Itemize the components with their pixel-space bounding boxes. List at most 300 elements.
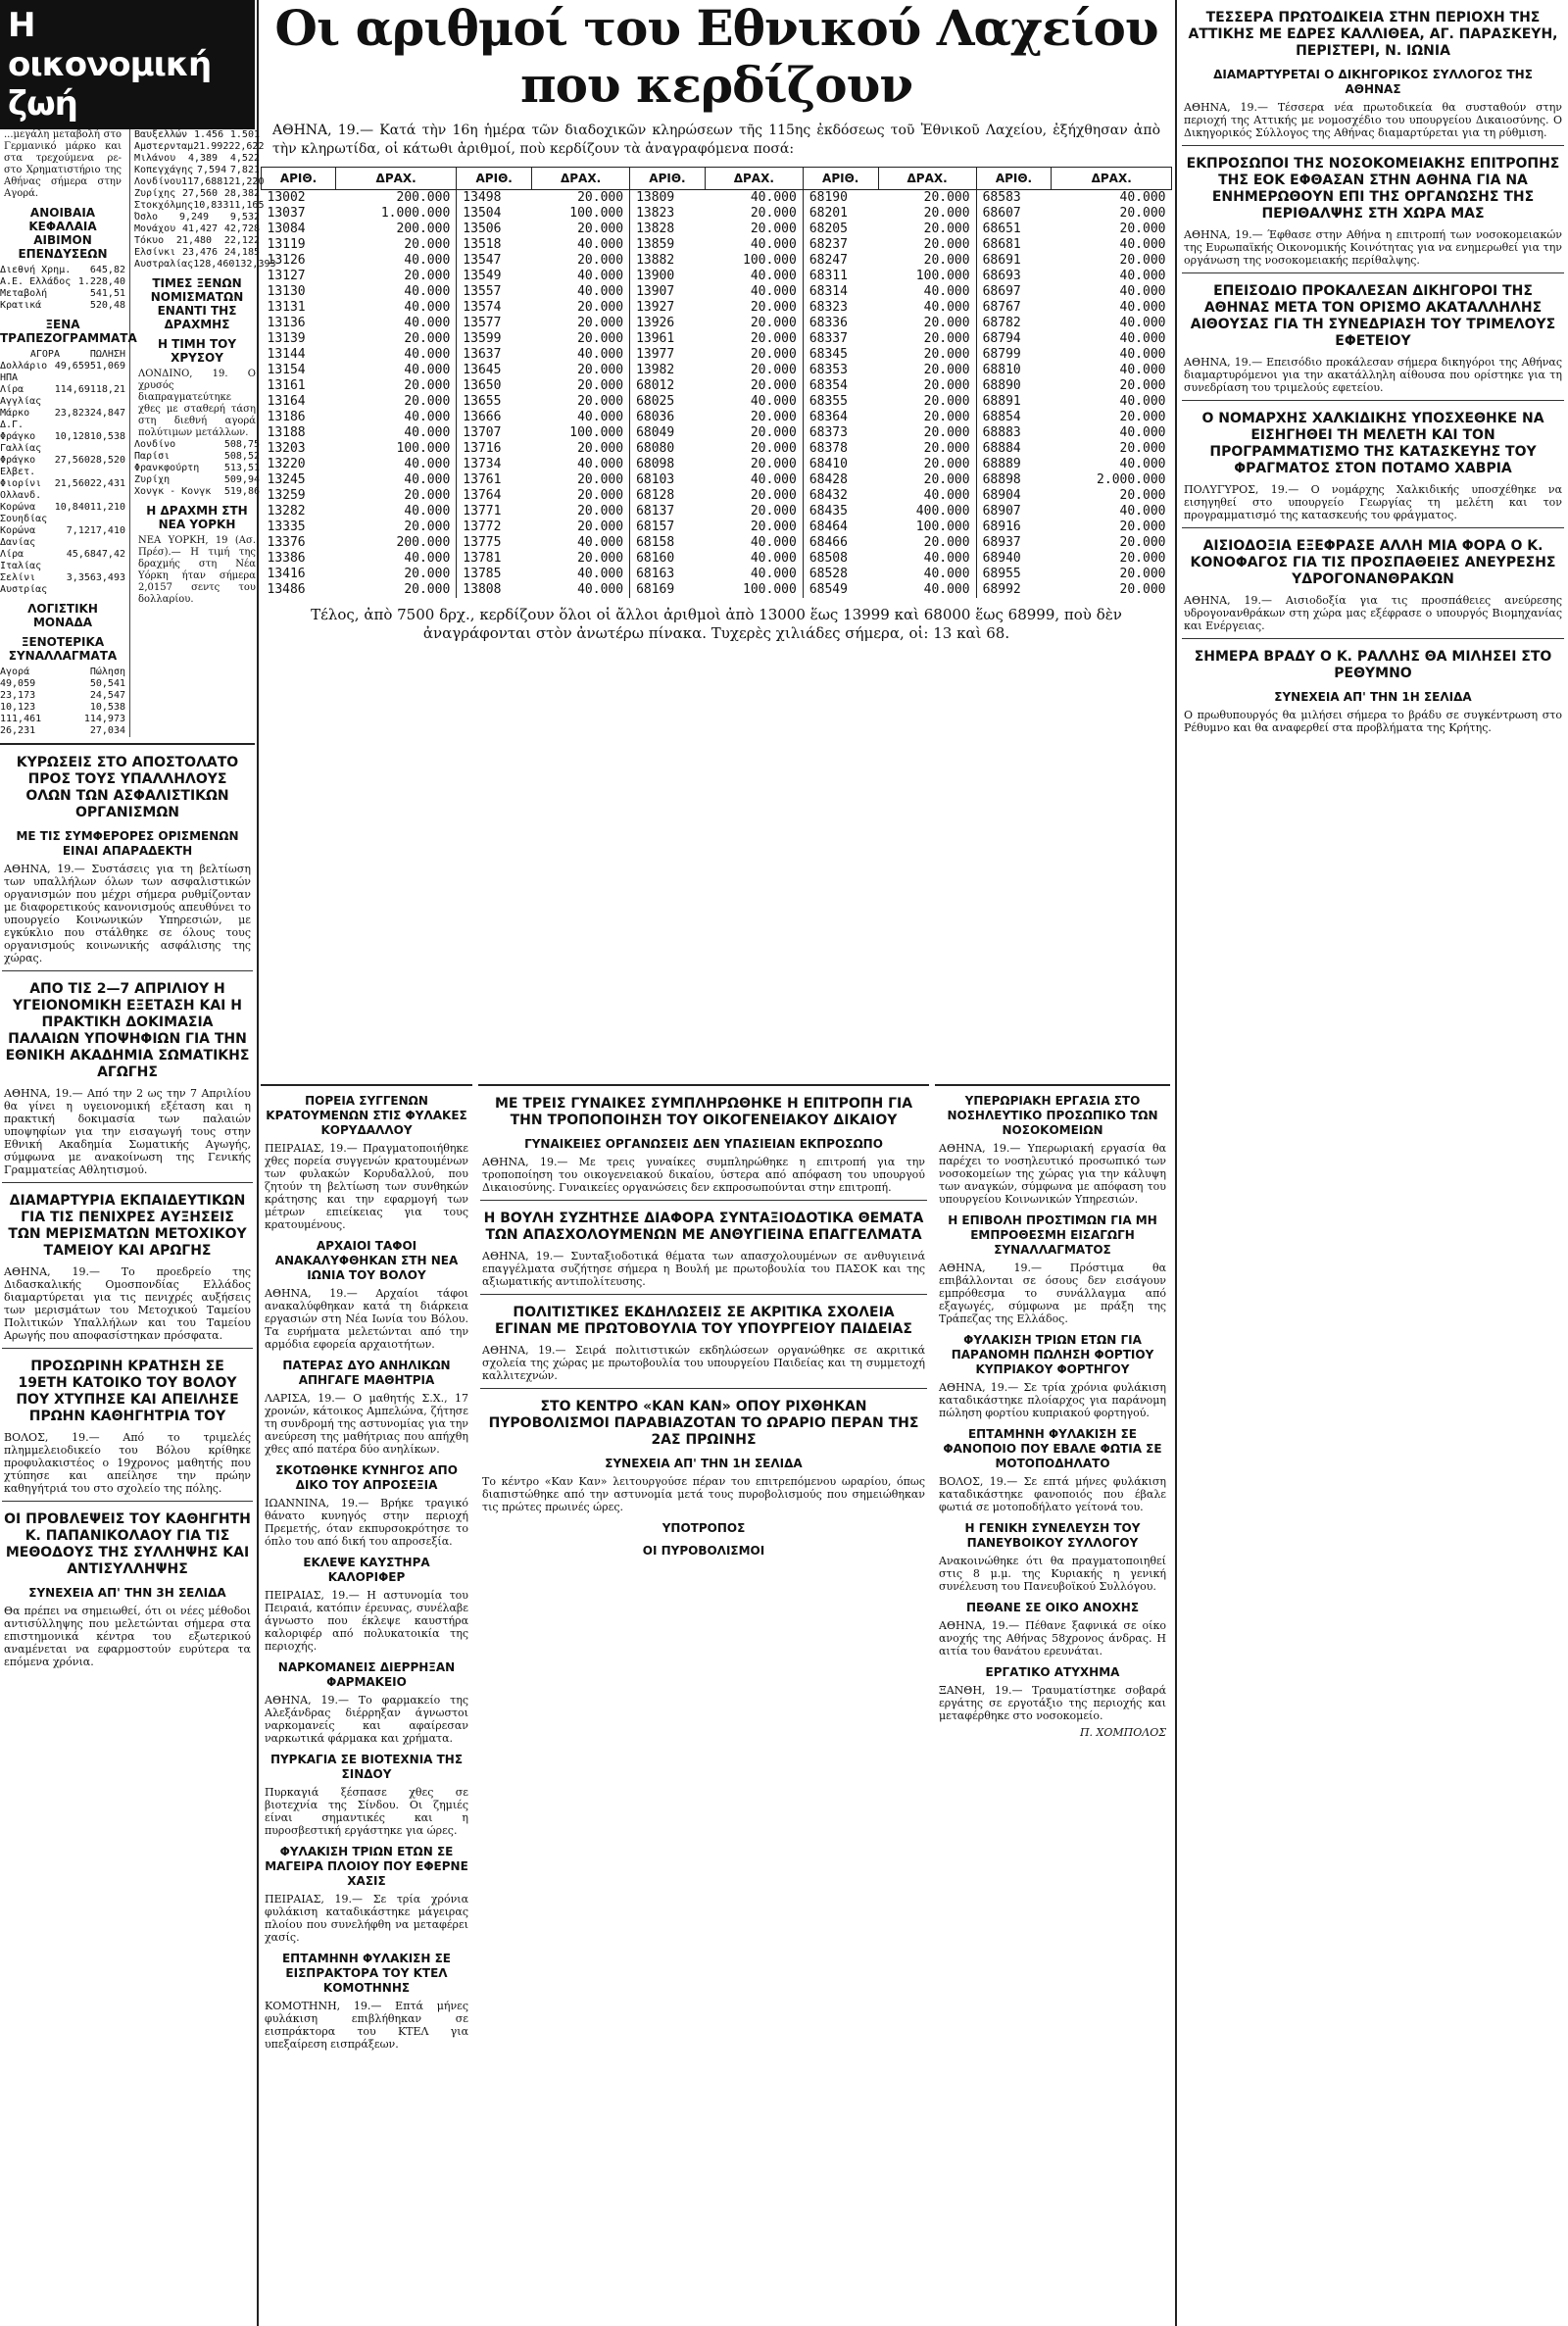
lottery-footer: Τέλος, ἀπὸ 7500 δρχ., κερδίζουν ὅλοι οἱ ἄλλοι ἀριθμοὶ ἀπὸ 13000 ἕως 13999 καὶ 68000 ἕως 68999, ποὺ δὲν ἀναγράφονται στὸν ἀνωτέρω πίνακα. Τυχερὲς χιλιάδες σήμερα, οἱ: 13 καὶ 68. [311,606,1122,642]
prize-amount: 20.000 [532,190,630,207]
col-header-number: ΑΡΙΘ. [457,168,532,190]
col-header-amount: ΔΡΑΧ. [336,168,457,190]
winning-number: 68049 [636,425,675,440]
headline-schools: ΠΟΛΙΤΙΣΤΙΚΕΣ ΕΚΔΗΛΩΣΕΙΣ ΣΕ ΑΚΡΙΤΙΚΑ ΣΧΟΛΕΙΑ ΕΓΙΝΑΝ ΜΕ ΠΡΩΤΟΒΟΥΛΙΑ ΤΟΥ ΥΠΟΥΡΓΕΙΟΥ ΠΑΙΔΕΙΑΣ [495,1305,912,1337]
winning-number: 13781 [463,551,502,566]
prize-amount: 20.000 [336,582,457,598]
table-row [262,237,1172,253]
winning-number: 68508 [808,551,848,566]
table-row [262,520,1172,535]
article-assembly: Ανακοινώθηκε ότι θα πραγματοποιηθεί στις 8 μ.μ. της Κυριακής η γενική συνέλευση του Πανευβοϊκού Συλλόγου. [939,1555,1166,1593]
col-header-amount: ΔΡΑΧ. [532,168,630,190]
banknotes-table [0,349,125,596]
prize-amount: 20.000 [532,300,630,316]
winning-number: 68128 [636,488,675,503]
article-korydallos: ΠΕΙΡΑΙΑΣ, 19.— Πραγματοποιήθηκε χθες πορεία συγγενών κρατουμένων των φυλακών Κορυδαλλού, που ζητούν τη βελτίωση των συνθηκών κράτησης και την εφαρμογή των μέτρων επιείκειας για τους κρατουμένους. [265,1142,468,1231]
subhead-insurance: ΜΕ ΤΙΣ ΣΥΜΦΕΡΟΡΕΣ ΟΡΙΣΜΕΝΩΝ ΕΙΝΑΙ ΑΠΑΡΑΔΕΚΤΗ [16,829,239,858]
headline-tombs: ΑΡΧΑΙΟΙ ΤΑΦΟΙ ΑΝΑΚΑΛΥΦΘΗΚΑΝ ΣΤΗ ΝΕΑ ΙΩΝΙΑ ΤΟΥ ΒΟΛΟΥ [274,1239,459,1282]
table-row [262,410,1172,425]
article-fines: ΑΘΗΝΑ, 19.— Πρόστιμα θα επιβάλλονται σε όσους δεν εισάγουν εμπρόθεσμα το συνάλλαγμα από εξαγωγές, σύμφωνα με πράξη της Τράπεζας της Ελλάδος. [939,1262,1166,1325]
winning-number: 13927 [636,300,675,315]
prize-amount: 40.000 [532,567,630,582]
capital-row: Μεταβολή 541,51 [0,288,125,299]
prize-amount: 20.000 [878,441,976,457]
prize-amount: 20.000 [705,410,803,425]
prize-amount: 40.000 [705,284,803,300]
winning-number: 13707 [463,425,502,440]
prize-amount: 20.000 [878,237,976,253]
continuation-rallis: ΣΥΝΕΧΕΙΑ ΑΠ' ΤΗΝ 1Η ΣΕΛΙΔΑ [1274,690,1472,704]
prize-amount: 40.000 [336,284,457,300]
article-kan-kan: Το κέντρο «Καν Καν» λειτουργούσε πέραν του επιτρεπόμενου ωραρίου, όπως διαπιστώθηκε από την αστυνομία μετά τους πυροβολισμούς που σημειώθηκαν τις πρώτες πρωινές ώρες. [482,1475,925,1513]
prize-amount: 20.000 [1119,410,1166,424]
winning-number: 13977 [636,347,675,362]
winning-number: 13282 [267,504,306,519]
prize-amount: 20.000 [878,394,976,410]
prize-amount: 20.000 [878,410,976,425]
col-header-amount: ΔΡΑΧ. [1052,168,1172,190]
table-row [262,472,1172,488]
article-volos: ΒΟΛΟΣ, 19.— Από το τριμελές πλημμελειοδικείο του Βόλου κρίθηκε προφυλακιστέος ο 19χρονος μαθητής που χτύπησε και απείλησε την πρώην καθηγήτριά του στο σχολείο της πόλης. [4,1431,251,1495]
col-header-amount: ΔΡΑΧ. [705,168,803,190]
winning-number: 68854 [982,410,1021,424]
exchange-row: 111,461 114,973 [0,714,125,724]
lottery-lead: ΑΘΗΝΑ, 19.— Κατά τὴν 16η ἡμέρα τῶν διαδοχικῶν κληρώσεων τῆς 115ης ἐκδόσεως τοῦ Ἐθνικοῦ Λαχείου, ἐξήχθησαν ἀπὸ τὴν κληρωτίδα, οἱ κάτωθι ἀριθμοί, ποὺ κερδίζουν τὰ ἀναγραφόμενα ποσά: [272,123,1160,157]
prize-amount: 20.000 [878,425,976,441]
currency-row: Κοπεγχάγης 7,594 7,821 [134,165,260,175]
winning-number: 13577 [463,316,502,330]
table-row [262,378,1172,394]
winning-number: 13486 [267,582,306,597]
gold-row: Φρανκφούρτη 513,51 [134,463,260,473]
prize-amount: 100.000 [878,269,976,284]
prize-amount: 40.000 [878,582,976,598]
winning-number: 68428 [808,472,848,487]
winning-number: 68691 [982,253,1021,268]
winning-number: 68098 [636,457,675,471]
prize-amount: 40.000 [336,425,457,441]
col-header-amount: ΔΡΑΧ. [878,168,976,190]
prize-amount: 20.000 [705,222,803,237]
winning-number: 68237 [808,237,848,252]
prize-amount: 20.000 [878,222,976,237]
column-6 [1180,0,1566,2326]
headline-fines: Η ΕΠΙΒΟΛΗ ΠΡΟΣΤΙΜΩΝ ΓΙΑ ΜΗ ΕΜΠΡΟΘΕΣΜΗ ΕΙΣΑΓΩΓΗ ΣΥΝΑΛΛΑΓΜΑΤΟΣ [948,1213,1157,1257]
winning-number: 13900 [636,269,675,283]
winning-number: 68354 [808,378,848,393]
prize-amount: 100.000 [532,425,630,441]
winning-number: 13761 [463,472,502,487]
headline-kan-kan: ΣΤΟ ΚΕΝΤΡΟ «ΚΑΝ ΚΑΝ» ΟΠΟΥ ΡΙΧΘΗΚΑΝ ΠΥΡΟΒΟΛΙΣΜΟΙ ΠΑΡΑΒΙΑΖΟΤΑΝ ΤΟ ΩΡΑΡΙΟ ΠΕΡΑΝ ΤΗΣ 2ΑΣ ΠΡΩΙΝΗΣ [488,1399,919,1448]
capital-row: Κρατικά 520,48 [0,300,125,311]
winning-number: 68992 [982,582,1021,597]
headline-kidnap: ΠΑΤΕΡΑΣ ΔΥΟ ΑΝΗΛΙΚΩΝ ΑΠΗΓΑΓΕ ΜΑΘΗΤΡΙΑ [282,1359,451,1387]
prize-amount: 40.000 [336,410,457,425]
headline-died: ΠΕΘΑΝΕ ΣΕ ΟΙΚΟ ΑΝΟΧΗΣ [965,1601,1140,1614]
winning-number: 13335 [267,520,306,534]
winning-number: 13772 [463,520,502,534]
winning-number: 68883 [982,425,1021,440]
winning-number: 68247 [808,253,848,268]
prize-amount: 40.000 [705,472,803,488]
prize-amount: 20.000 [705,206,803,222]
winning-number: 68898 [982,472,1021,487]
headline-accident: ΕΡΓΑΤΙΚΟ ΑΤΥΧΗΜΑ [985,1665,1120,1679]
table-row [262,394,1172,410]
headline-boiler: ΕΚΛΕΨΕ ΚΑΥΣΤΗΡΑ ΚΑΛΟΡΙΦΕΡ [303,1556,430,1584]
banknote-row: ΑΓΟΡΑ ΠΩΛΗΣΗ [29,349,125,360]
winning-number: 13716 [463,441,502,456]
table-row [262,222,1172,237]
gold-row: Χονγκ - Κονγκ 519,86 [134,486,260,497]
banknote-row: Δολλάριο ΗΠΑ 49,659 51,069 [0,361,125,383]
prize-amount: 40.000 [705,190,803,207]
prize-amount: 20.000 [336,394,457,410]
lottery-block [261,0,1172,1078]
winning-number: 13131 [267,300,306,315]
winning-number: 68190 [808,190,848,205]
prize-amount: 20.000 [532,394,630,410]
winning-number: 13188 [267,425,306,440]
article-ktel: ΚΟΜΟΤΗΝΗ, 19.— Επτά μήνες φυλάκιση επιβλήθηκαν σε εισπράκτορα του ΚΤΕΛ για υπεξαίρεση εισπράξεων. [265,2000,468,2051]
winning-number: 68782 [982,316,1021,330]
prize-amount: 40.000 [878,488,976,504]
article-pharmacy: ΑΘΗΝΑ, 19.— Το φαρμακείο της Αλεξάνδρας διέρρηξαν άγνωστοι ναρκομανείς και αφαίρεσαν ναρκωτικά φάρμακα και χρήματα. [265,1694,468,1745]
currency-row: Όσλο 9,249 9,532 [134,212,260,223]
continuation-kan-kan: ΣΥΝΕΧΕΙΑ ΑΠ' ΤΗΝ 1Η ΣΕΛΙΔΑ [605,1457,803,1470]
lottery-headline: Οι αριθμοί του Εθνικού Λαχείου που κερδίζουν [274,0,1158,114]
winning-number: 68012 [636,378,675,393]
winning-number: 13599 [463,331,502,346]
winning-number: 68889 [982,457,1021,471]
winning-number: 13775 [463,535,502,550]
winning-number: 13764 [463,488,502,503]
winning-number: 68137 [636,504,675,519]
winning-number: 13203 [267,441,306,456]
winning-number: 13376 [267,535,306,550]
prize-amount: 40.000 [336,253,457,269]
prize-amount: 20.000 [878,331,976,347]
prize-amount: 20.000 [1119,567,1166,581]
currency-row: Ελσίνκι 23,476 24,185 [134,247,260,258]
winning-number: 13574 [463,300,502,315]
headline-lawyers: ΕΠΕΙΣΟΔΙΟ ΠΡΟΚΑΛΕΣΑΝ ΔΙΚΗΓΟΡΟΙ ΤΗΣ ΑΘΗΝΑΣ ΜΕΤΑ ΤΟΝ ΟΡΙΣΜΟ ΑΚΑΤΑΛΛΗΛΗΣ ΑΙΘΟΥΣΑΣ ΓΙΑ ΤΗ ΣΥΝΕΔΡΙΑΣΗ ΤΟΥ ΤΡΙΜΕΛΟΥΣ ΕΦΕΤΕΙΟΥ [1190,283,1556,349]
left-column [0,0,276,2326]
article-rallis: Ο πρωθυπουργός θα μιλήσει σήμερα το βράδυ σε συγκέντρωση στο Ρέθυμνο και θα αναφερθεί στα προβλήματα της Κρήτης. [1184,709,1562,734]
subhead-courts: ΔΙΑΜΑΡΤΥΡΕΤΑΙ Ο ΔΙΚΗΓΟΡΙΚΟΣ ΣΥΛΛΟΓΟΣ ΤΗΣ ΑΘΗΝΑΣ [1213,68,1533,96]
article-hunter: ΙΩΑΝΝΙΝΑ, 19.— Βρήκε τραγικό θάνατο κυνηγός στην περιοχή Πρεμετής, όταν εκπυρσοκρότησε το όπλο του από δική του απροσεξία. [265,1497,468,1548]
table-row [262,206,1172,222]
gold-price-text: ΛΟΝΔΙΝΟ, 19. Ο χρυσός διαπραγματεύτηκε χθες με σταθερή τάση στη διεθνή αγορά πολύτιμων μετάλλων. [138,369,256,438]
winning-number: 13666 [463,410,502,424]
prize-amount: 100.000 [336,441,457,457]
accounting-unit-title: ΛΟΓΙΣΤΙΚΗ ΜΟΝΑΔΑ [27,602,98,629]
currency-row: Τόκυο 21,480 22,122 [134,235,260,246]
winning-number: 13518 [463,237,502,252]
prize-amount: 20.000 [1119,206,1166,221]
capital-table [0,265,125,312]
headline-rallis: ΣΗΜΕΡΑ ΒΡΑΔΥ Ο Κ. ΡΑΛΛΗΣ ΘΑ ΜΙΛΗΣΕΙ ΣΤΟ ΡΕΘΥΜΝΟ [1194,649,1552,681]
headline-teachers: ΔΙΑΜΑΡΤΥΡΙΑ ΕΚΠΑΙΔΕΥΤΙΚΩΝ ΓΙΑ ΤΙΣ ΠΕΝΙΧΡΕΣ ΑΥΞΗΣΕΙΣ ΤΩΝ ΜΕΡΙΣΜΑΤΩΝ ΜΕΤΟΧΙΚΟΥ ΤΑΜΕΙΟΥ ΚΑΙ ΑΡΩΓΗΣ [8,1193,247,1259]
winning-number: 68907 [982,504,1021,519]
prize-amount: 100.000 [705,253,803,269]
prize-amount: 20.000 [1119,535,1166,550]
winning-number: 13245 [267,472,306,487]
currency-prices-title: ΤΙΜΕΣ ΞΕΝΩΝ ΝΟΜΙΣΜΑΤΩΝ ΕΝΑΝΤΙ ΤΗΣ ΔΡΑΧΜΗΣ [150,276,244,331]
banknote-row: Λίρα Αγγλίας 114,69 118,21 [0,384,125,407]
prize-amount: 40.000 [532,269,630,284]
subhead-relapse: ΥΠΟΤΡΟΠΟΣ [662,1521,746,1535]
article-accident: ΞΑΝΘΗ, 19.— Τραυματίστηκε σοβαρά εργάτης σε εργοτάξιο της περιοχής και μεταφέρθηκε στο νοσοκομείο. [939,1684,1166,1722]
col-header-number: ΑΡΙΘ. [262,168,336,190]
lottery-table [261,167,1172,598]
winning-number: 13645 [463,363,502,377]
headline-hydrocarbons: ΑΙΣΙΟΔΟΞΙΑ ΕΞΕΦΡΑΣΕ ΑΛΛΗ ΜΙΑ ΦΟΡΑ Ο Κ. ΚΟΝΟΦΑΓΟΣ ΓΙΑ ΤΙΣ ΠΡΟΣΠΑΘΕΙΕΣ ΑΝΕΥΡΕΣΗΣ ΥΔΡΟΓΟΝΑΝΘΡΑΚΩΝ [1190,538,1556,587]
winning-number: 13259 [267,488,306,503]
winning-number: 68410 [808,457,848,471]
winning-number: 68799 [982,347,1021,362]
drachma-ny-text: ΝΕΑ ΥΟΡΚΗ, 19 (Ασ. Πρέσ).— Η τιμή της δραχμής στη Νέα Υόρκη ήταν σήμερα 2,0157 σεντς του δολλαρίου. [138,535,256,605]
headline-parliament: Η ΒΟΥΛΗ ΣΥΖΗΤΗΣΕ ΔΙΑΦΟΡΑ ΣΥΝΤΑΞΙΟΔΟΤΙΚΑ ΘΕΜΑΤΑ ΤΩΝ ΑΠΑΣΧΟΛΟΥΜΕΝΩΝ ΜΕ ΑΝΘΥΓΙΕΙΝΑ ΕΠΑΓΓΕΛΜΑΤΑ [483,1211,924,1243]
prize-amount: 40.000 [532,535,630,551]
winning-number: 68810 [982,363,1021,377]
prize-amount: 40.000 [1119,457,1166,471]
headline-korydallos: ΠΟΡΕΙΑ ΣΥΓΓΕΝΩΝ ΚΡΑΤΟΥΜΕΝΩΝ ΣΤΙΣ ΦΥΛΑΚΕΣ ΚΟΡΥΔΑΛΛΟΥ [266,1094,467,1137]
winning-number: 68103 [636,472,675,487]
winning-number: 68890 [982,378,1021,393]
winning-number: 68549 [808,582,848,597]
exchange-row: 26,231 27,034 [0,725,125,736]
intro-snippet: ...μεγάλη μεταβολή στο Γερμανικό μάρκο και στα τρεχούμενα ρε- στο Χρηματιστήριο της Αθήνας σήμερα στην Αγορά. [4,129,122,199]
winning-number: 68311 [808,269,848,283]
headline-assembly: Η ΓΕΝΙΚΗ ΣΥΝΕΛΕΥΣΗ ΤΟΥ ΠΑΝΕΥΒΟΙΚΟΥ ΣΥΛΛΟΓΟΥ [964,1521,1141,1550]
prize-amount: 40.000 [705,551,803,567]
winning-number: 13506 [463,222,502,236]
prize-amount: 40.000 [705,567,803,582]
subhead-family-law: ΓΥΝΑΙΚΕΙΕΣ ΟΡΓΑΝΩΣΕΙΣ ΔΕΝ ΥΠΑΣΙΕΙΑΝ ΕΚΠΡΟΣΩΠΟ [524,1137,883,1151]
winning-number: 13808 [463,582,502,597]
table-row [262,457,1172,472]
winning-number: 13809 [636,190,675,205]
winning-number: 68353 [808,363,848,377]
winning-number: 68607 [982,206,1021,221]
winning-number: 13037 [267,206,306,221]
winning-number: 13637 [463,347,502,362]
currency-row: Λονδίνου 117,688 121,220 [134,176,265,187]
winning-number: 13785 [463,567,502,581]
winning-number: 13220 [267,457,306,471]
winning-number: 13136 [267,316,306,330]
prize-amount: 20.000 [1119,441,1166,456]
table-row [262,347,1172,363]
table-row [262,535,1172,551]
prize-amount: 40.000 [878,284,976,300]
prize-amount: 20.000 [532,488,630,504]
winning-number: 13119 [267,237,306,252]
winning-number: 13907 [636,284,675,299]
prize-amount: 20.000 [1119,253,1166,268]
winning-number: 13961 [636,331,675,346]
prize-amount: 20.000 [878,206,976,222]
article-cook: ΠΕΙΡΑΙΑΣ, 19.— Σε τρία χρόνια φυλάκιση καταδικάστηκε μάγειρας πλοίου που συνελήφθη να μεταφέρει χασίς. [265,1893,468,1944]
prize-amount: 20.000 [705,488,803,504]
winning-number: 13771 [463,504,502,519]
prize-amount: 40.000 [1119,300,1166,315]
article-dam: ΠΟΛΥΓΥΡΟΣ, 19.— Ο νομάρχης Χαλκιδικής υποσχέθηκε να εισηγηθεί στο υπουργείο Γεωργίας τη μελέτη και τον προγραμματισμό της κατασκευής του φράγματος. [1184,483,1562,521]
prize-amount: 40.000 [532,347,630,363]
prize-amount: 20.000 [705,457,803,472]
article-courts: ΑΘΗΝΑ, 19.— Τέσσερα νέα πρωτοδικεία θα συσταθούν στην περιοχή της Αττικής με νομοσχέδιο του υπουργείου Δικαιοσύνης. Ο Δικηγορικός Σύλλογος της Αθήνας διαμαρτύρεται για τη ρύθμιση. [1184,101,1562,139]
prize-amount: 20.000 [532,253,630,269]
prize-amount: 40.000 [705,535,803,551]
winning-number: 13982 [636,363,675,377]
winning-number: 13498 [463,190,502,205]
table-row [262,504,1172,520]
prize-amount: 40.000 [1119,316,1166,330]
winning-number: 13557 [463,284,502,299]
winning-number: 68036 [636,410,675,424]
headline-cook: ΦΥΛΑΚΙΣΗ ΤΡΙΩΝ ΕΤΩΝ ΣΕ ΜΑΓΕΙΡΑ ΠΛΟΙΟΥ ΠΟΥ ΕΦΕΡΝΕ ΧΑΣΙΣ [265,1845,468,1888]
winning-number: 68345 [808,347,848,362]
foreign-exchange-table [0,667,125,737]
table-row [262,363,1172,378]
prize-amount: 20.000 [532,331,630,347]
table-row [262,269,1172,284]
capital-row: Διεθνή Χρημ. 645,82 [0,265,125,275]
winning-number: 13655 [463,394,502,409]
headline-insurance: ΚΥΡΩΣΕΙΣ ΣΤΟ ΑΠΟΣΤΟΛΑΤΟ ΠΡΟΣ ΤΟΥΣ ΥΠΑΛΛΗΛΟΥΣ ΟΛΩΝ ΤΩΝ ΑΣΦΑΛΙΣΤΙΚΩΝ ΟΡΓΑΝΙΣΜΩΝ [16,755,239,820]
winning-number: 68767 [982,300,1021,315]
winning-number: 13859 [636,237,675,252]
continuation-contraception: ΣΥΝΕΧΕΙΑ ΑΠ' ΤΗΝ 3Η ΣΕΛΙΔΑ [28,1586,226,1600]
winning-number: 68163 [636,567,675,581]
article-eec: ΑΘΗΝΑ, 19.— Έφθασε στην Αθήνα η επιτροπή των νοσοκομειακών της Ευρωπαϊκής Οικονομικής Κοινότητας για να ενημερωθεί για την οργάνωση της νοσοκομειακής περίθαλψης. [1184,228,1562,267]
prize-amount: 20.000 [1119,378,1166,393]
winning-number: 68651 [982,222,1021,236]
gold-row: Παρίσι 508,52 [134,451,260,462]
winning-number: 13154 [267,363,306,377]
signature: Π. ΧΟΜΠΟΛΟΣ [1079,1726,1166,1739]
prize-amount: 20.000 [705,331,803,347]
prize-amount: 40.000 [336,316,457,331]
subhead-shootings: ΟΙ ΠΥΡΟΒΟΛΙΣΜΟΙ [642,1544,765,1558]
prize-amount: 20.000 [336,567,457,582]
currency-prices-table [134,129,276,271]
prize-amount: 40.000 [336,504,457,520]
headline-cargo: ΦΥΛΑΚΙΣΗ ΤΡΙΩΝ ΕΤΩΝ ΓΙΑ ΠΑΡΑΝΟΜΗ ΠΩΛΗΣΗ ΦΟΡΤΙΟΥ ΚΥΠΡΙΑΚΟΥ ΦΟΡΤΗΓΟΥ [951,1333,1154,1376]
winning-number: 68355 [808,394,848,409]
winning-number: 68583 [982,190,1021,205]
prize-amount: 200.000 [336,190,457,207]
winning-number: 68940 [982,551,1021,566]
table-row [262,551,1172,567]
winning-number: 13547 [463,253,502,268]
prize-amount: 100.000 [705,582,803,598]
winning-number: 68169 [636,582,675,597]
prize-amount: 40.000 [532,410,630,425]
banknote-row: Φράγκο Γαλλίας 10,128 10,538 [0,431,125,454]
prize-amount: 20.000 [532,551,630,567]
prize-amount: 40.000 [336,472,457,488]
article-lawyers: ΑΘΗΝΑ, 19.— Επεισόδιο προκάλεσαν σήμερα δικηγόροι της Αθήνας διαμαρτυρόμενοι για την ακατάλληλη αίθουσα που ορίστηκε για τη συνεδρίαση του τριμελούς εφετείου. [1184,356,1562,394]
prize-amount: 20.000 [705,347,803,363]
gold-row: Ζυρίχη 509,94 [134,474,260,485]
article-died: ΑΘΗΝΑ, 19.— Πέθανε ξαφνικά σε οίκο ανοχής της Αθήνας 58χρονος άνδρας. Η αιτία του θανάτου ερευνάται. [939,1619,1166,1658]
article-hydrocarbons: ΑΘΗΝΑ, 19.— Αισιοδοξία για τις προσπάθειες ανεύρεσης υδρογονανθράκων στη χώρα μας εξέφρασε ο υπουργός Βιομηχανίας και Ενέργειας. [1184,594,1562,632]
prize-amount: 20.000 [532,222,630,237]
winning-number: 68955 [982,567,1021,581]
winning-number: 68697 [982,284,1021,299]
prize-amount: 20.000 [705,363,803,378]
winning-number: 13161 [267,378,306,393]
prize-amount: 20.000 [532,316,630,331]
article-parliament: ΑΘΗΝΑ, 19.— Συνταξιοδοτικά θέματα των απασχολουμένων σε ανθυγιεινά επαγγέλματα συζήτησε σήμερα η Βουλή με πρωτοβουλία του ΠΑΣΟΚ και της αξιωματικής αντιπολίτευσης. [482,1250,925,1288]
prize-amount: 20.000 [336,331,457,347]
table-row [262,567,1172,582]
winning-number: 13127 [267,269,306,283]
headline-fire: ΠΥΡΚΑΓΙΑ ΣΕ ΒΙΟΤΕΧΝΙΑ ΤΗΣ ΣΙΝΔΟΥ [270,1753,464,1781]
banknote-row: Φιορίνι Ολλανδ. 21,560 22,431 [0,478,125,501]
prize-amount: 20.000 [705,378,803,394]
prize-amount: 20.000 [532,472,630,488]
prize-amount: 40.000 [1119,363,1166,377]
drachma-ny-title: Η ΔΡΑΧΜΗ ΣΤΗ ΝΕΑ ΥΟΡΚΗ [146,504,248,531]
winning-number: 68157 [636,520,675,534]
winning-number: 68160 [636,551,675,566]
headline-moped: ΕΠΤΑΜΗΝΗ ΦΥΛΑΚΙΣΗ ΣΕ ΦΑΝΟΠΟΙΟ ΠΟΥ ΕΒΑΛΕ ΦΩΤΙΑ ΣΕ ΜΟΤΟΠΟΔΗΛΑΤΟ [943,1427,1162,1470]
winning-number: 13416 [267,567,306,581]
winning-number: 68464 [808,520,848,534]
prize-amount: 20.000 [532,520,630,535]
article-fire: Πυρκαγιά ξέσπασε χθες σε βιοτεχνία της Σίνδου. Οι ζημιές είναι σημαντικές και η πυροσβεστική εργάστηκε για ώρες. [265,1786,468,1837]
prize-amount: 20.000 [1119,582,1166,597]
gold-price-title: Η ΤΙΜΗ ΤΟΥ ΧΡΥΣΟΥ [157,337,237,365]
currency-row: Στοκχόλμης 10,833 11,165 [134,200,265,211]
winning-number: 68466 [808,535,848,550]
winning-number: 68314 [808,284,848,299]
prize-amount: 40.000 [336,457,457,472]
prize-amount: 40.000 [1119,347,1166,362]
banknote-row: Λίρα Ιταλίας 45,68 47,42 [0,549,125,571]
winning-number: 68364 [808,410,848,424]
table-row [262,425,1172,441]
prize-amount: 100.000 [532,206,630,222]
prize-amount: 20.000 [878,190,976,207]
prize-amount: 40.000 [705,394,803,410]
headline-eec: ΕΚΠΡΟΣΩΠΟΙ ΤΗΣ ΝΟΣΟΚΟΜΕΙΑΚΗΣ ΕΠΙΤΡΟΠΗΣ ΤΗΣ ΕΟΚ ΕΦΘΑΣΑΝ ΣΤΗΝ ΑΘΗΝΑ ΓΙΑ ΝΑ ΕΝΗΜΕΡΩΘΟΥΝ ΕΠΙ ΤΗΣ ΟΡΓΑΝΩΣΗΣ ΤΗΣ ΠΕΡΙΘΑΛΨΗΣ ΣΤΗ ΧΩΡΑ ΜΑΣ [1186,156,1560,222]
prize-amount: 20.000 [878,472,976,488]
headline-ktel: ΕΠΤΑΜΗΝΗ ΦΥΛΑΚΙΣΗ ΣΕ ΕΙΣΠΡΑΚΤΟΡΑ ΤΟΥ ΚΤΕΛ ΚΟΜΟΤΗΝΗΣ [281,1952,451,1995]
prize-amount: 40.000 [1119,284,1166,299]
article-teachers: ΑΘΗΝΑ, 19.— Το προεδρείο της Διδασκαλικής Ομοσπονδίας Ελλάδος διαμαρτύρεται για τις πενιχρές αυξήσεις των μερισμάτων του Μετοχικού Ταμείου Πολιτικών Υπαλλήλων και του Ταμείου Αρωγής που αποφασίστηκαν πρόσφατα. [4,1265,251,1342]
winning-number: 13164 [267,394,306,409]
prize-amount: 20.000 [705,425,803,441]
article-insurance: ΑΘΗΝΑ, 19.— Συστάσεις για τη βελτίωση των υπαλλήλων όλων των ασφαλιστικών οργανισμών που μέχρι σήμερα ρυθμίζονταν με διαφορετικούς κανονισμούς απευθύνει το υπουργείο Κοινωνικών Υπηρεσιών, με εγκύκλιο που στάλθηκε σε όλους τους οργανισμούς κοινωνικής ασφάλισης της χώρας. [4,863,251,965]
prize-amount: 1.000.000 [336,206,457,222]
prize-amount: 40.000 [1119,269,1166,283]
winning-number: 68937 [982,535,1021,550]
banknotes-title: ΞΕΝΑ ΤΡΑΠΕΖΟΓΡΑΜΜΑΤΑ [0,318,137,345]
prize-amount: 20.000 [878,347,976,363]
exchange-row: 23,173 24,547 [0,690,125,701]
prize-amount: 20.000 [705,316,803,331]
table-row [262,582,1172,598]
prize-amount: 40.000 [532,582,630,598]
winning-number: 68528 [808,567,848,581]
capital-title: ΑΝΟΙΒΑΙΑ ΚΕΦΑΛΑΙΑ ΑΙΒΙΜΟΝ ΕΠΕΝΔΥΣΕΩΝ [18,206,108,261]
col-header-number: ΑΡΙΘ. [803,168,878,190]
prize-amount: 20.000 [336,237,457,253]
